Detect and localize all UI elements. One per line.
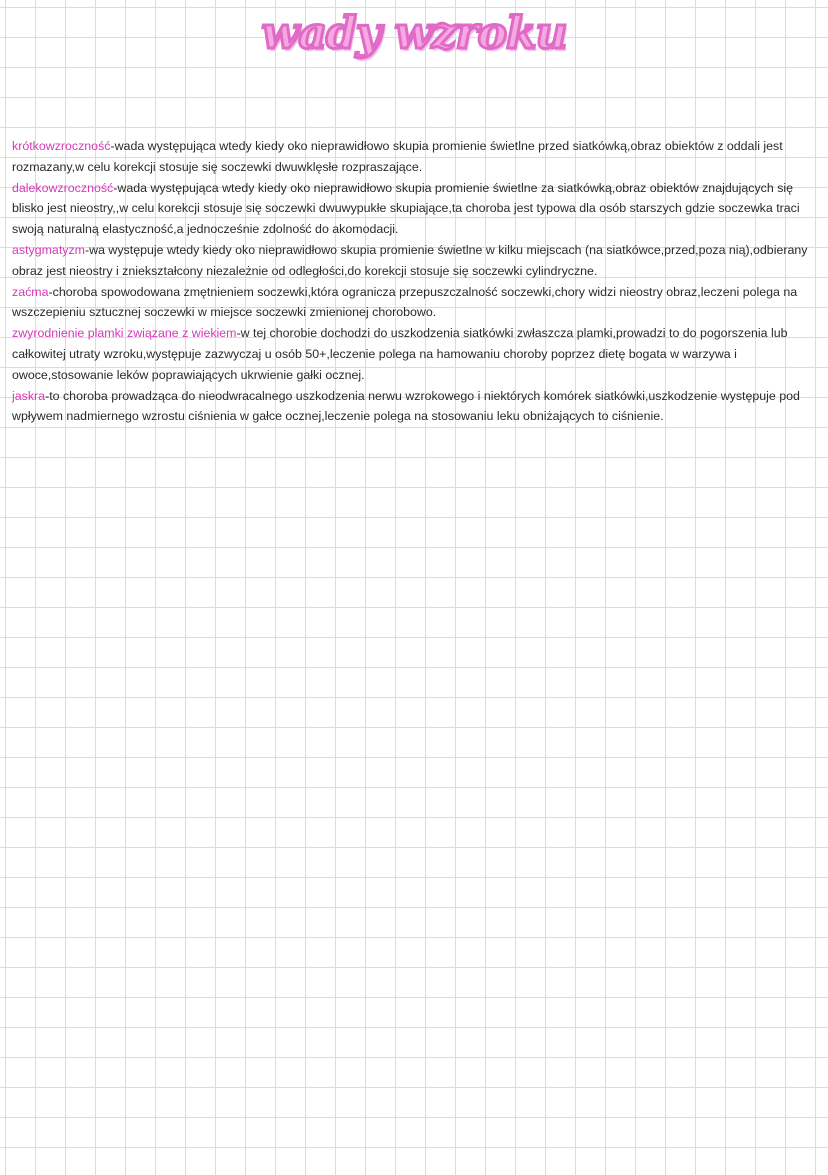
entry-jaskra: jaskra-to choroba prowadząca do nieodwracalnego uszkodzenia nerwu wzrokowego i niektórych komórek siatkówki,uszkodzenie występuje pod wpływem nadmiernego wzrostu ciśnienia w gałce ocznej,leczenie polega na stosowaniu leku obniżających to ciśnienie. — [12, 388, 800, 424]
entry-term: krótkowzroczność — [12, 139, 111, 153]
entry-dalekowzrocznosc: dalekowzroczność-wada występująca wtedy kiedy oko nieprawidłowo skupia promienie świetlne za siatkówką,obraz obiektów znajdujących się blisko jest nieostry,,w celu korekcji stosuje się soczewki dwuwypukłe skupiające,ta choroba jest typowa dla osób starszych gdzie soczewka traci swoją naturalną elastyczność,a jednocześnie zdolność do akomodacji. — [12, 180, 800, 237]
entry-text: wa występuje wtedy kiedy oko nieprawidłowo skupia promienie świetlne w kilku miejscach (na siatkówce,przed,poza nią),odbierany obraz jest nieostry i zniekształcony niezależnie od odległości,do korekcji stosuje się soczewki cylindryczne. — [12, 242, 808, 278]
entry-text: to choroba prowadząca do nieodwracalnego uszkodzenia nerwu wzrokowego i niektórych komórek siatkówki,uszkodzenie występuje pod wpływem nadmiernego wzrostu ciśnienia w gałce ocznej,leczenie polega na stosowaniu leku obniżających to ciśnienie. — [12, 388, 800, 424]
entry-zwyrodnienie-plamki: zwyrodnienie plamki związane z wiekiem-w tej chorobie dochodzi do uszkodzenia siatkówki zwłaszcza plamki,prowadzi to do pogorszenia lub całkowitej utraty wzroku,występuje zazwyczaj u osób 50+,leczenie polega na hamowaniu choroby poprzez dietę bogata w warzywa i owoce,stosowanie leków poprawiających ukrwienie gałki ocznej. — [12, 326, 788, 382]
entry-text: wada występująca wtedy kiedy oko nieprawidłowo skupia promienie świetlne przed siatkówką,obraz obiektów z oddali jest rozmazany,w celu korekcji stosuje się soczewki dwuwklęsłe rozpraszające. — [12, 139, 783, 174]
entry-zacma: zaćma-choroba spowodowana zmętnieniem soczewki,która ogranicza przepuszczalność soczewki,chory widzi nieostry obraz,leczeni polega na wszczepieniu sztucznej soczewki w miejsce soczewki zmienionej chorobowo. — [12, 284, 798, 320]
entry-term: zwyrodnienie plamki związane z wiekiem — [12, 326, 237, 341]
notes-body — [12, 136, 812, 427]
entry-term: astygmatyzm — [12, 242, 85, 257]
entry-text: choroba spowodowana zmętnieniem soczewki,która ogranicza przepuszczalność soczewki,chory widzi nieostry obraz,leczeni polega na wszczepieniu sztucznej soczewki w miejsce soczewki zmienionej chorobowo. — [12, 284, 798, 320]
entry-term: dalekowzroczność — [12, 180, 114, 195]
page-title: wady wzroku — [261, 8, 567, 59]
entry-term: jaskra — [12, 388, 46, 403]
entry-text: wada występująca wtedy kiedy oko nieprawidłowo skupia promienie świetlne za siatkówką,obraz obiektów znajdujących się blisko jest nieostry,,w celu korekcji stosuje się soczewki dwuwypukłe skupiające,ta choroba jest typowa dla osób starszych gdzie soczewka traci swoją naturalną elastyczność,a jednocześnie zdolność do akomodacji. — [12, 180, 800, 237]
entry-term: zaćma — [12, 284, 49, 299]
entry-astygmatyzm: astygmatyzm-wa występuje wtedy kiedy oko nieprawidłowo skupia promienie świetlne w kilku miejscach (na siatkówce,przed,poza nią),odbierany obraz jest nieostry i zniekształcony niezależnie od odległości,do korekcji stosuje się soczewki cylindryczne. — [12, 242, 808, 278]
entry-krotkowzrocznosc: krótkowzroczność-wada występująca wtedy kiedy oko nieprawidłowo skupia promienie świetlne przed siatkówką,obraz obiektów z oddali jest rozmazany,w celu korekcji stosuje się soczewki dwuwklęsłe rozpraszające. — [12, 139, 783, 174]
entry-text: w tej chorobie dochodzi do uszkodzenia siatkówki zwłaszcza plamki,prowadzi to do pogorszenia lub całkowitej utraty wzroku,występuje zazwyczaj u osób 50+,leczenie polega na hamowaniu choroby poprzez dietę bogata w warzywa i owoce,stosowanie leków poprawiających ukrwienie gałki ocznej. — [12, 326, 788, 382]
